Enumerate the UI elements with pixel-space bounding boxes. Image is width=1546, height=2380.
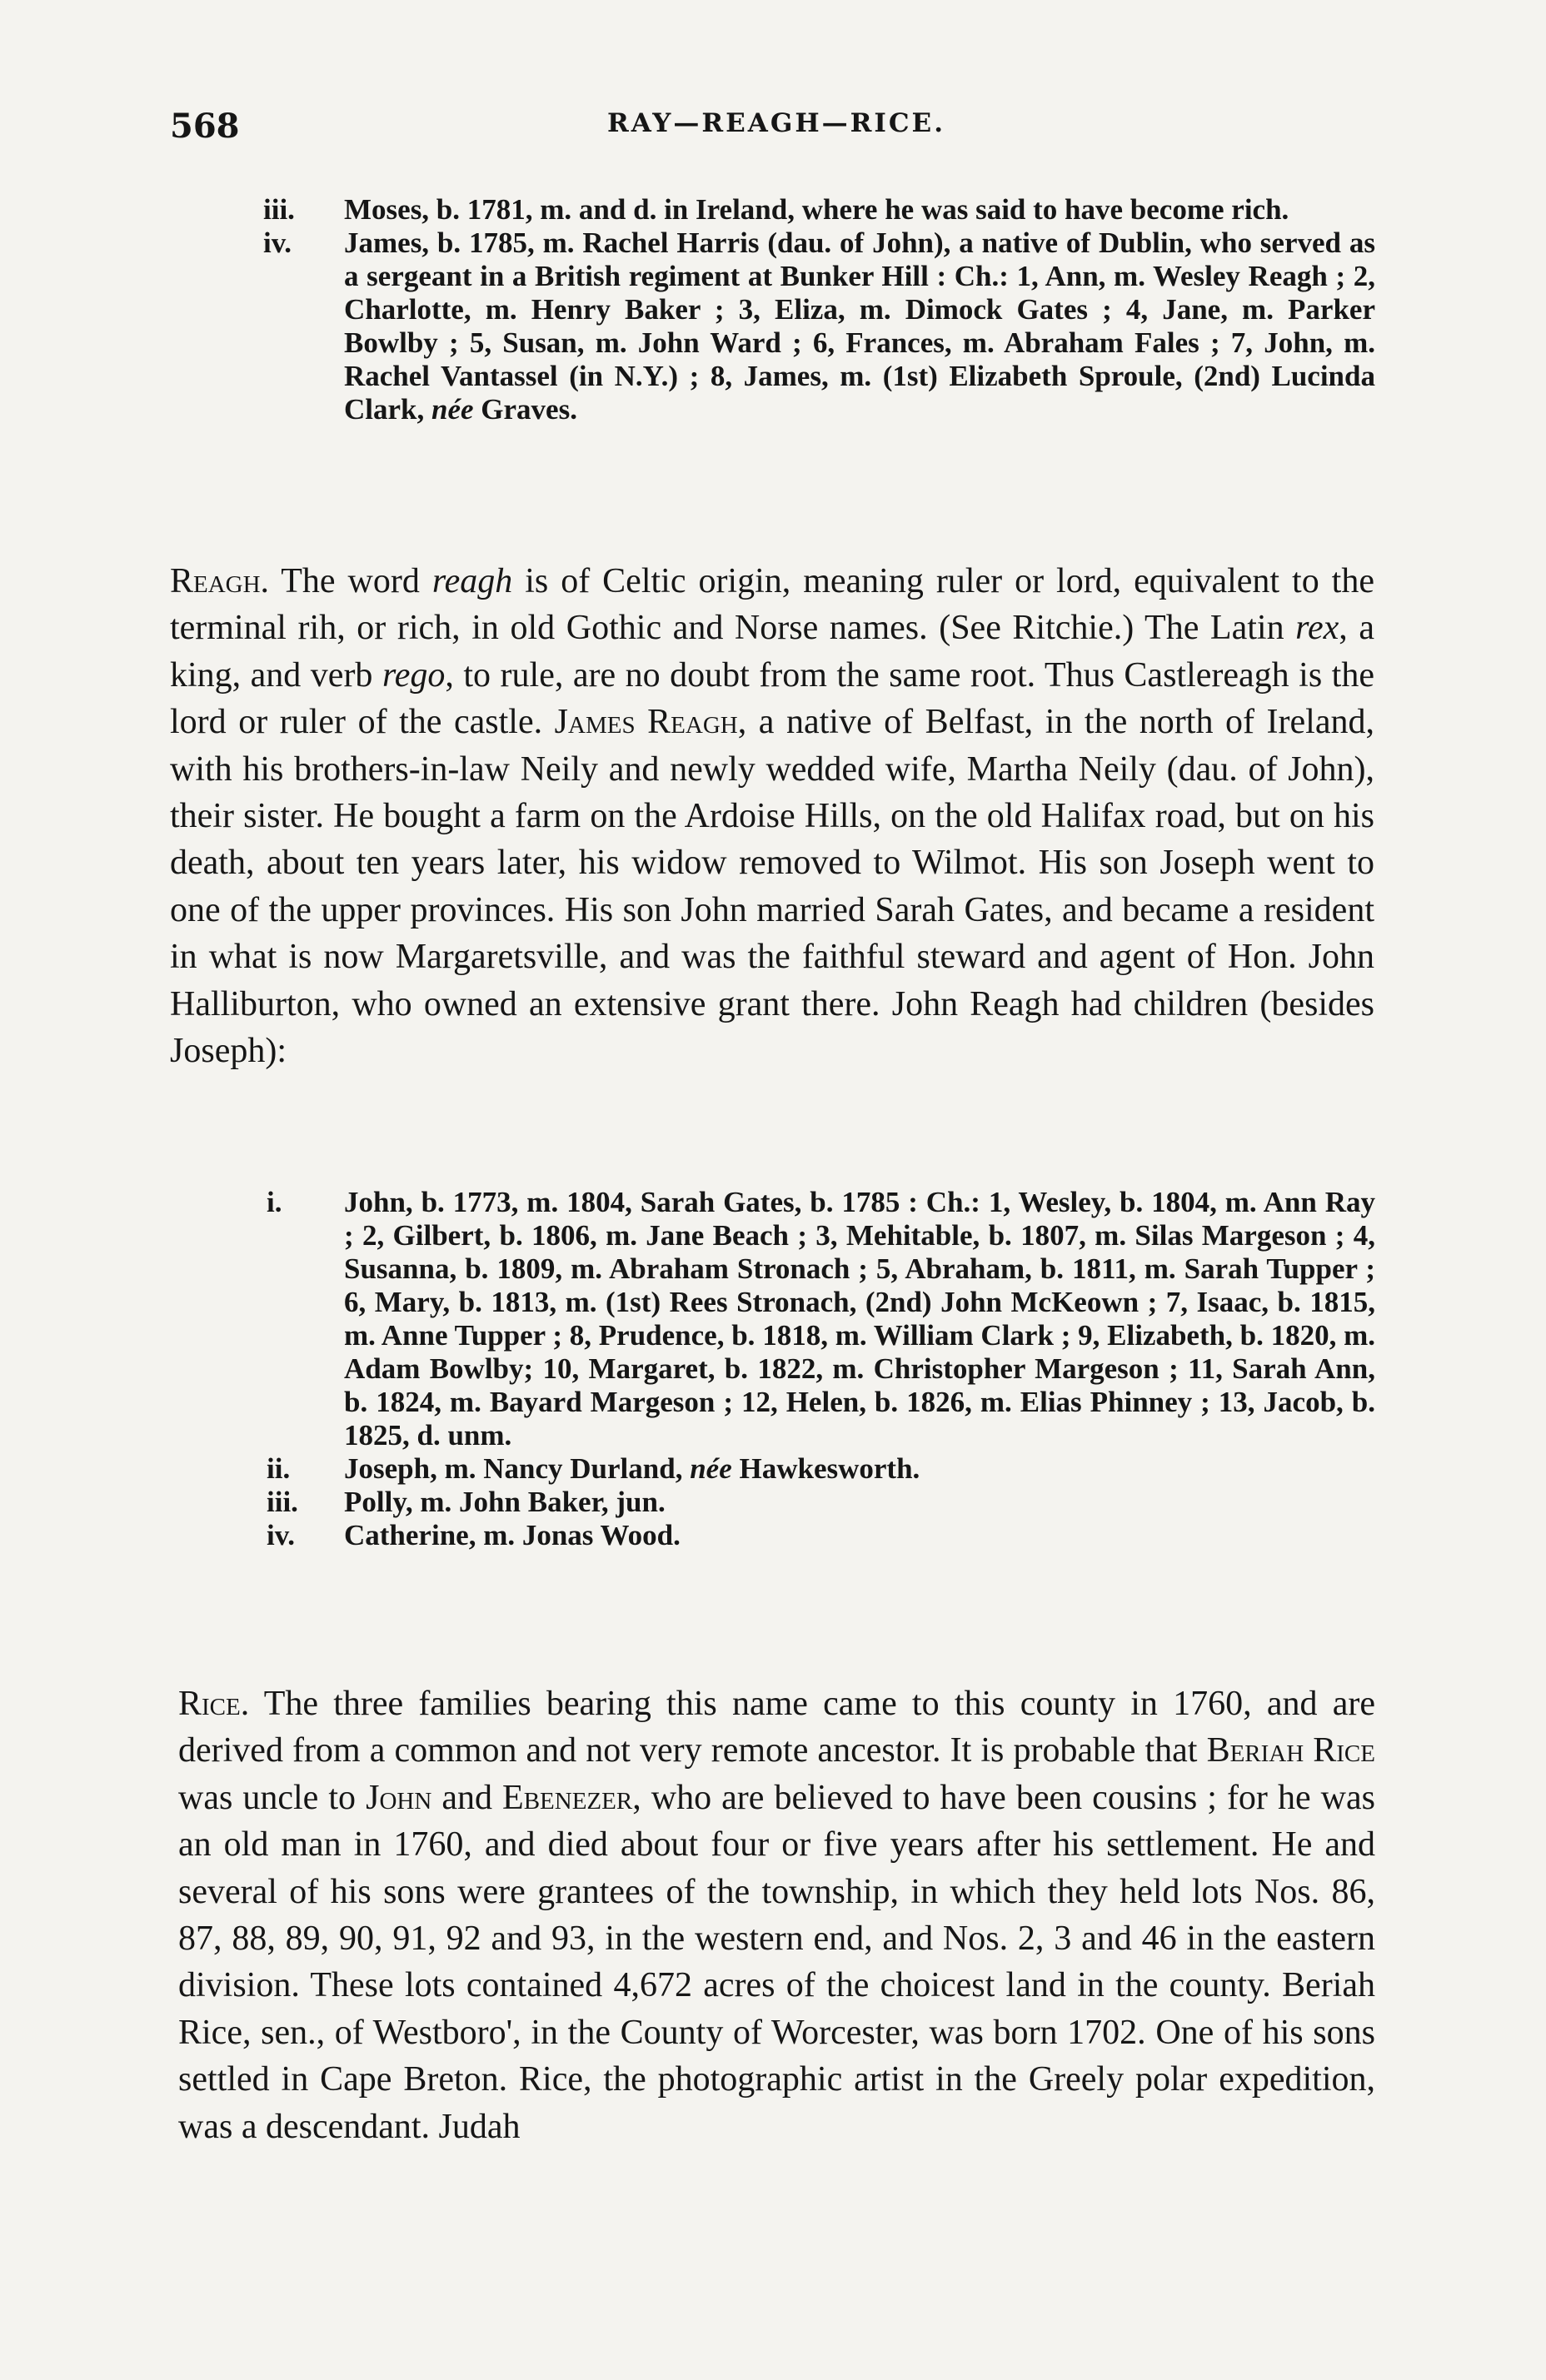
- reagh-paragraph: Reagh. The word reagh is of Celtic origin, meaning ruler or lord, equivalent to the terminal rih, or rich, in old Gothic and Norse names. (See Ritchie.) The Latin rex, a king, and verb rego, to rule, are no doubt from the same root. Thus Castlereagh is the lord or ruler of the castle. James Reagh, a native of Belfast, in the north of Ireland, with his brothers-in-law Neily and newly wedded wife, Martha Neily (dau. of John), their sister. He bought a farm on the Ardoise Hills, on the old Halifax road, but on his death, about ten years later, his widow removed to Wilmot. His son Joseph went to one of the upper provinces. His son John married Sarah Gates, and became a resident in what is now Margaretsville, and was the faithful steward and agent of Hon. John Halliburton, who owned an extensive grant there. John Reagh had children (besides Joseph):: [170, 562, 1374, 1071]
- item-text: John, b. 1773, m. 1804, Sarah Gates, b. 1785 : Ch.: 1, Wesley, b. 1804, m. Ann Ray ; 2, Gilbert, b. 1806, m. Jane Beach ; 3, Mehitable, b. 1807, m. Silas Margeson ; 4, Susanna, b. 1809, m. Abraham Stronach ; 5, Abraham, b. 1811, m. Sarah Tupper ; 6, Mary, b. 1813, m. (1st) Rees Stronach, (2nd) John McKeown ; 7, Isaac, b. 1815, m. Anne Tupper ; 8, Prudence, b. 1818, m. William Clark ; 9, Elizabeth, b. 1820, m. Adam Bowlby; 10, Margaret, b. 1822, m. Christopher Margeson ; 11, Sarah Ann, b. 1824, m. Bayard Margeson ; 12, Helen, b. 1826, m. Elias Phinney ; 13, Jacob, b. 1825, d. unm.: [344, 1186, 1375, 1451]
- rice-paragraph: Rice. The three families bearing this name came to this county in 1760, and are derived from a common and not very remote ancestor. It is probable that Beriah Rice was uncle to John and Ebenezer, who are believed to have been cousins ; for he was an old man in 1760, and died about four or five years after his settlement. He and several of his sons were grantees of the township, in which they held lots Nos. 86, 87, 88, 89, 90, 91, 92 and 93, in the western end, and Nos. 2, 3 and 46 in the eastern division. These lots contained 4,672 acres of the choicest land in the county. Beriah Rice, sen., of Westboro', in the County of Worcester, was born 1702. One of his sons settled in Cape Breton. Rice, the photographic artist in the Greely polar expedition, was a descendant. Judah: [178, 1685, 1375, 2146]
- list-item: [267, 1452, 1375, 1486]
- list-item: [263, 227, 1375, 426]
- page-header: [170, 107, 1383, 148]
- item-text: Joseph, m. Nancy Durland, née Hawkesworth.: [344, 1452, 920, 1485]
- item-text: Moses, b. 1781, m. and d. in Ireland, where he was said to have become rich.: [344, 193, 1289, 226]
- reagh-children-list: [267, 1186, 1375, 1552]
- ray-children-list: [263, 193, 1375, 426]
- item-number: iii.: [263, 193, 295, 226]
- item-number: ii.: [267, 1452, 291, 1485]
- list-item: [267, 1486, 1375, 1519]
- item-number: iii.: [267, 1486, 298, 1518]
- item-text: Catherine, m. Jonas Wood.: [344, 1519, 681, 1551]
- page-number: 568: [170, 107, 240, 146]
- item-text: Polly, m. John Baker, jun.: [344, 1486, 666, 1518]
- item-number: iv.: [263, 227, 292, 259]
- surname-heading: Reagh.: [170, 562, 270, 600]
- item-text: James, b. 1785, m. Rachel Harris (dau. of John), a native of Dublin, who served as a sergeant in a British regiment at Bunker Hill : Ch.: 1, Ann, m. Wesley Reagh ; 2, Charlotte, m. Henry Baker ; 3, Eliza, m. Dimock Gates ; 4, Jane, m. Parker Bowlby ; 5, Susan, m. John Ward ; 6, Frances, m. Abraham Fales ; 7, John, m. Rachel Vantassel (in N.Y.) ; 8, James, m. (1st) Elizabeth Sproule, (2nd) Lucinda Clark, née Graves.: [344, 227, 1375, 426]
- running-head: RAY—REAGH—RICE.: [607, 108, 945, 138]
- list-item: [267, 1186, 1375, 1452]
- list-item: [263, 193, 1375, 227]
- item-number: i.: [267, 1186, 282, 1218]
- list-item: [267, 1519, 1375, 1552]
- item-number: iv.: [267, 1519, 296, 1551]
- surname-heading: Rice.: [178, 1685, 250, 1723]
